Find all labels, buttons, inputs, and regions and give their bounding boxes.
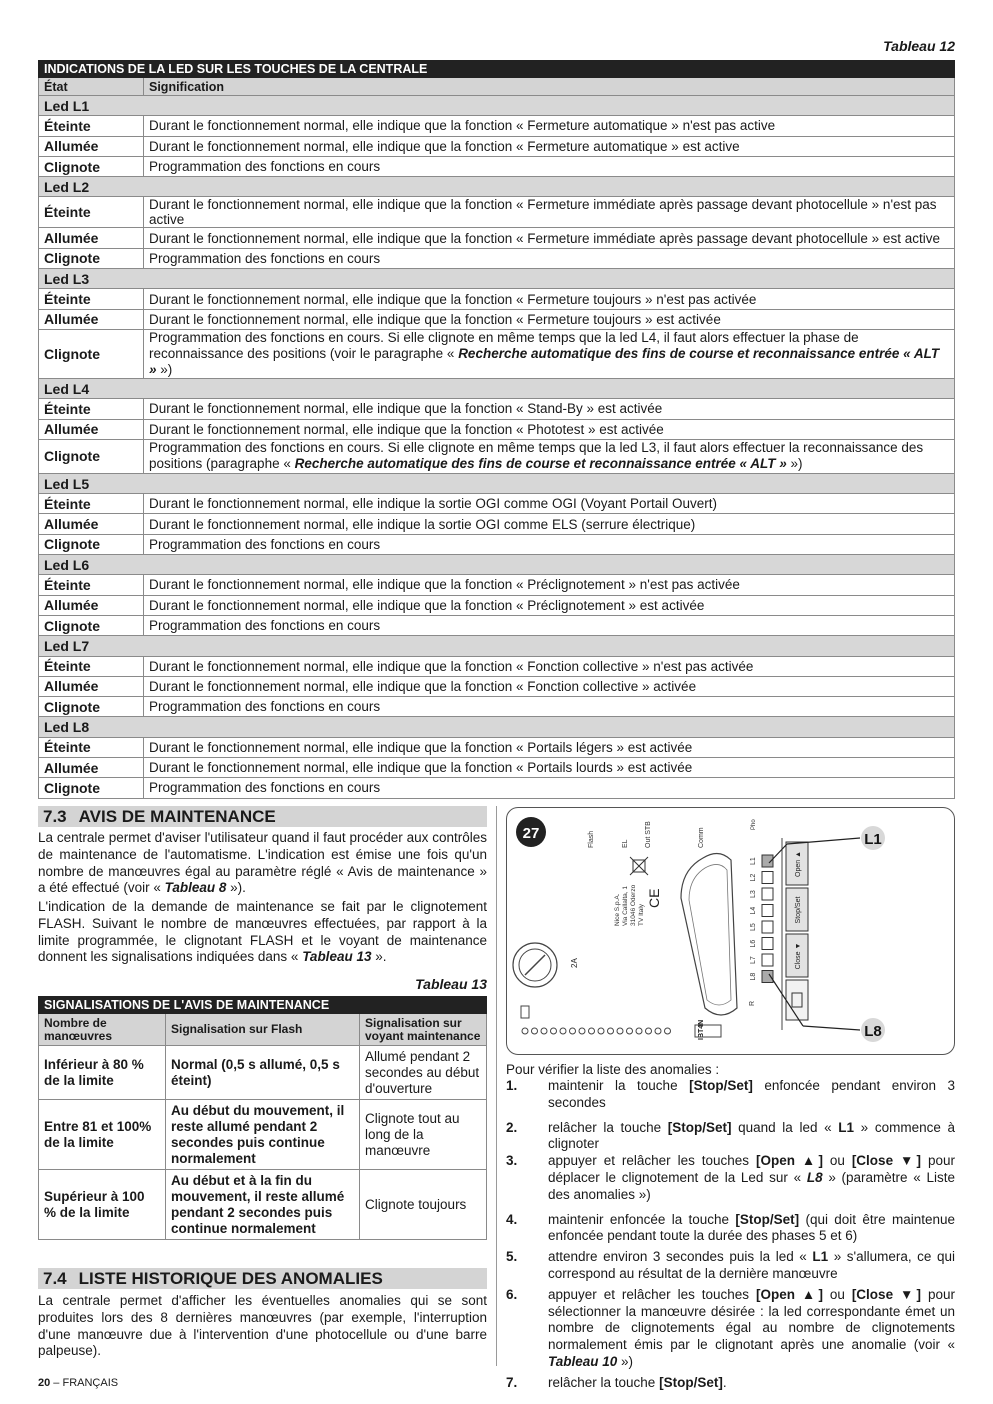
fuse-label: 2A — [570, 958, 579, 968]
meaning-cell: Durant le fonctionnement normal, elle indique que la fonction « Fonction collective » activée — [144, 676, 955, 696]
pin — [636, 1028, 642, 1034]
table-row — [39, 116, 955, 136]
state-cell: Allumée — [39, 514, 144, 534]
table-row — [39, 697, 955, 717]
pin — [655, 1028, 661, 1034]
led-label: Led L3 — [39, 269, 955, 289]
table-row — [39, 534, 955, 554]
table-row — [39, 514, 955, 534]
meaning-cell: Durant le fonctionnement normal, elle indique que la fonction « Portails lourds » est activée — [144, 758, 955, 778]
flash-label: Flash — [588, 830, 595, 848]
state-cell: Clignote — [39, 534, 144, 554]
table-row — [39, 228, 955, 248]
led-label: Led L2 — [39, 177, 955, 197]
state-cell: Éteinte — [39, 399, 144, 419]
model-label: IBT4N — [698, 1019, 705, 1040]
meaning-cell: Programmation des fonctions en cours — [144, 248, 955, 268]
table-row — [39, 329, 955, 378]
list-item: 2. relâcher la touche [Stop/Set] quand la led « L1 » commence à clignoter — [506, 1119, 955, 1152]
led-group-row — [39, 555, 955, 575]
radio-receiver-inner — [689, 864, 731, 1005]
pin — [646, 1028, 652, 1034]
table-row: Entre 81 et 100% de la limite Au début du mouvement, il reste allumé pendant 2 secondes puis continue normalement Clignote tout au long de la manœuvre — [39, 1100, 487, 1170]
table-row — [39, 197, 955, 228]
column-divider — [496, 806, 497, 1366]
led-label: Led L4 — [39, 378, 955, 398]
led-label-l8: L8 — [750, 972, 757, 981]
pin — [608, 1028, 614, 1034]
callout-l8: L8 — [864, 1023, 882, 1040]
state-cell: Clignote — [39, 248, 144, 268]
pin — [560, 1028, 566, 1034]
table13-col-lamp: Signalisation sur voyant maintenance — [360, 1014, 487, 1046]
led-group-row — [39, 378, 955, 398]
led-column — [750, 855, 773, 983]
figure-number: 27 — [522, 825, 540, 842]
meaning-cell: Durant le fonctionnement normal, elle indique que la fonction « Phototest » est activée — [144, 419, 955, 439]
pin — [589, 1028, 595, 1034]
pin — [570, 1028, 576, 1034]
meaning-cell: Programmation des fonctions en cours — [144, 778, 955, 798]
fuse-holder-slot — [525, 955, 545, 975]
led-group-row — [39, 96, 955, 116]
table-row — [39, 419, 955, 439]
r-label: R — [749, 1000, 756, 1006]
state-cell: Allumée — [39, 136, 144, 156]
led-indicator-l4 — [762, 905, 773, 917]
section-heading-maintenance — [38, 806, 487, 827]
list-item: 4. maintenir enfoncée la touche [Stop/Set] (qui doit être maintenue enfoncée pendant toute la durée des phases 5 et 6) — [506, 1211, 955, 1244]
meaning-cell: Durant le fonctionnement normal, elle indique la sortie OGI comme OGI (Voyant Portail Ouvert) — [144, 494, 955, 514]
table-row — [39, 136, 955, 156]
section-number: 7.3 — [43, 807, 67, 826]
section-heading-anomalies — [38, 1268, 487, 1289]
meaning-cell: Durant le fonctionnement normal, elle indique que la fonction « Fermeture immédiate après passage devant photocellule » est active — [144, 228, 955, 248]
meaning-cell: Programmation des fonctions en cours. Si elle clignote en même temps que la led L3, il faut alors effectuer la reconnaissance des positions (paragraphe « Recherche automatique des fins de course et reconnaissance entrée « ALT » ») — [144, 439, 955, 473]
led-label-l7: L7 — [750, 956, 757, 964]
table-row: Supérieur à 100 % de la limite Au début et à la fin du mouvement, il reste allumé pendant 2 secondes puis continue normalement Clignote toujours — [39, 1170, 487, 1240]
table-row — [39, 758, 955, 778]
state-cell: Clignote — [39, 329, 144, 378]
anomalies-paragraph: La centrale permet d'afficher les éventuelles anomalies qui se sont produites lors des 8 dernières manœuvres (par exemple, l'interruption d'une manœuvre due à l'intervention d'une photocellule ou d'une barre palpeuse). — [38, 1293, 487, 1359]
open-button-label: Open ▲ — [795, 851, 802, 877]
table-row — [39, 309, 955, 329]
steps-intro: Pour vérifier la liste des anomalies : — [506, 1062, 720, 1077]
state-cell: Clignote — [39, 778, 144, 798]
maintenance-signals-table — [38, 996, 487, 1240]
radio-button — [786, 980, 808, 1020]
state-cell: Éteinte — [39, 116, 144, 136]
state-cell: Clignote — [39, 697, 144, 717]
table-row — [39, 575, 955, 595]
callout-line-l8b — [803, 1026, 860, 1030]
led-group-row — [39, 473, 955, 493]
el-label: EL — [622, 839, 629, 848]
address-label-3: TV Italy — [638, 903, 645, 926]
state-cell: Allumée — [39, 595, 144, 615]
section-title: AVIS DE MAINTENANCE — [78, 807, 276, 826]
led-label: Led L6 — [39, 555, 955, 575]
callout-l1: L1 — [864, 831, 882, 848]
led-label-l5: L5 — [750, 923, 757, 931]
led-group-row — [39, 177, 955, 197]
pin — [551, 1028, 557, 1034]
state-cell: Allumée — [39, 309, 144, 329]
meaning-cell: Durant le fonctionnement normal, elle indique que la fonction « Fermeture immédiate après passage devant photocellule » n'est pas active — [144, 197, 955, 228]
table-row — [39, 289, 955, 309]
table-row — [39, 494, 955, 514]
meaning-cell: Programmation des fonctions en cours — [144, 534, 955, 554]
led-group-row — [39, 269, 955, 289]
stopset-button-label: Stop/Set — [795, 896, 802, 924]
led-label: Led L7 — [39, 636, 955, 656]
led-indicator-l5 — [762, 921, 773, 933]
col-header-state: État — [39, 78, 144, 96]
table12-title: INDICATIONS DE LA LED SUR LES TOUCHES DE LA CENTRALE — [39, 61, 955, 78]
state-cell: Allumée — [39, 228, 144, 248]
maker-label: Nice S.p.A. — [614, 893, 621, 926]
led-indicator-l7 — [762, 954, 773, 966]
state-cell: Éteinte — [39, 656, 144, 676]
table13-title: SIGNALISATIONS DE L'AVIS DE MAINTENANCE — [39, 997, 487, 1014]
table13-label: Tableau 13 — [415, 976, 487, 992]
meaning-cell: Durant le fonctionnement normal, elle indique que la fonction « Fermeture toujours » n'est pas activée — [144, 289, 955, 309]
table-row — [39, 676, 955, 696]
maintenance-paragraph-1: La centrale permet d'aviser l'utilisateur quand il faut procéder aux contrôles de maintenance de l'automatisme. L'indication est émise une fois qu'un nombre de manœuvres égal au paramètre réglé « Avis de maintenance » a été effectué (voir « Tableau 8 »). — [38, 830, 487, 896]
table-row — [39, 439, 955, 473]
meaning-cell: Durant le fonctionnement normal, elle indique que la fonction « Fermeture automatique » n'est pas active — [144, 116, 955, 136]
weee-bin-icon — [630, 857, 648, 875]
list-item: 6. appuyer et relâcher les touches [Open ▲] ou [Close ▼] pour sélectionner la manœuvre désirée : la led correspondante émet un nombre de clignotements égal au nombre de clignotements normalement émis par le clignotant après une anomalie (voir « Tableau 10 ») — [506, 1286, 955, 1369]
led-label: Led L5 — [39, 473, 955, 493]
pin — [598, 1028, 604, 1034]
table-row: Inférieur à 80 % de la limite Normal (0,5 s allumé, 0,5 s éteint) Allumé pendant 2 secondes au début d'ouverture — [39, 1046, 487, 1100]
state-cell: Allumée — [39, 676, 144, 696]
meaning-cell: Durant le fonctionnement normal, elle indique que la fonction « Préclignotement » est activée — [144, 595, 955, 615]
section-number: 7.4 — [43, 1269, 67, 1288]
state-cell: Clignote — [39, 439, 144, 473]
pin — [579, 1028, 585, 1034]
list-item: 3. appuyer et relâcher les touches [Open ▲] ou [Close ▼] pour déplacer le clignotement de la Led sur « L8 » (paramètre « Liste des anomalies ») — [506, 1153, 956, 1202]
pin — [522, 1028, 528, 1034]
led-indicator-l3 — [762, 888, 773, 900]
state-cell: Clignote — [39, 615, 144, 635]
table13-col-flash: Signalisation sur Flash — [166, 1014, 360, 1046]
meaning-cell: Durant le fonctionnement normal, elle indique que la fonction « Préclignotement » n'est pas activée — [144, 575, 955, 595]
led-label-l2: L2 — [750, 873, 757, 882]
address-label-1: Via Callalta, 1 — [622, 886, 629, 926]
led-label-l4: L4 — [750, 906, 757, 915]
led-label-l1: L1 — [750, 857, 757, 865]
table-row — [39, 248, 955, 268]
list-item: 7. relâcher la touche [Stop/Set]. — [506, 1374, 727, 1390]
connector-left — [521, 1006, 529, 1018]
led-label-l6: L6 — [750, 939, 757, 948]
comm-label: Comm — [698, 827, 705, 848]
state-cell: Éteinte — [39, 737, 144, 757]
led-indicator-l2 — [762, 872, 773, 884]
state-cell: Éteinte — [39, 575, 144, 595]
address-label-2: 31046 Oderzo — [630, 884, 637, 926]
meaning-cell: Durant le fonctionnement normal, elle indique la sortie OGI comme ELS (serrure électrique) — [144, 514, 955, 534]
list-item: 1. maintenir la touche [Stop/Set] enfoncée pendant environ 3 secondes — [506, 1078, 955, 1110]
table-row — [39, 615, 955, 635]
meaning-cell: Programmation des fonctions en cours — [144, 697, 955, 717]
led-indications-table — [38, 60, 955, 799]
meaning-cell: Programmation des fonctions en cours. Si elle clignote en même temps que la led L4, il faut alors effectuer la phase de reconnaissance des positions (voir le paragraphe « Recherche automatique des fins de course et reconnaissance entrée « ALT » ») — [144, 329, 955, 378]
maintenance-paragraph-2: L'indication de la demande de maintenance se fait par le clignotement FLASH. Suivant le nombre de manœuvres effectuées, par rapport à la limite programmée, le clignotant FLASH et le voyant de maintenance donnent les signalisations indiquées dans « Tableau 13 ». — [38, 899, 487, 965]
meaning-cell: Durant le fonctionnement normal, elle indique que la fonction « Portails légers » est activée — [144, 737, 955, 757]
callout-line-l1b — [787, 838, 860, 844]
table13-col-count: Nombre de manœuvres — [39, 1014, 166, 1046]
led-indicator-l6 — [762, 938, 773, 950]
state-cell: Allumée — [39, 419, 144, 439]
page-footer: 20 – FRANÇAIS — [38, 1377, 119, 1389]
close-button-label: Close ▼ — [795, 942, 802, 970]
pin — [541, 1028, 547, 1034]
table-row — [39, 656, 955, 676]
section-title: LISTE HISTORIQUE DES ANOMALIES — [78, 1269, 383, 1288]
meaning-cell: Programmation des fonctions en cours — [144, 156, 955, 176]
meaning-cell: Programmation des fonctions en cours — [144, 615, 955, 635]
meaning-cell: Durant le fonctionnement normal, elle indique que la fonction « Fermeture automatique » est active — [144, 136, 955, 156]
state-cell: Éteinte — [39, 289, 144, 309]
state-cell: Clignote — [39, 156, 144, 176]
table-row — [39, 399, 955, 419]
table-row — [39, 737, 955, 757]
steps-list — [506, 1078, 955, 1392]
out-stb-label: Out STB — [645, 821, 652, 848]
pin — [617, 1028, 623, 1034]
state-cell: Éteinte — [39, 197, 144, 228]
control-board-figure — [506, 807, 955, 1055]
pin-row — [522, 1028, 671, 1034]
led-label: Led L8 — [39, 717, 955, 737]
table-row — [39, 156, 955, 176]
pin — [532, 1028, 538, 1034]
ce-mark: CE — [646, 888, 662, 908]
list-item: 5. attendre environ 3 secondes puis la led « L1 » s'allumera, ce qui correspond au résultat de la dernière manœuvre — [506, 1249, 955, 1281]
table-row — [39, 595, 955, 615]
led-group-row — [39, 636, 955, 656]
table-row — [39, 778, 955, 798]
col-header-meaning: Signification — [144, 78, 955, 96]
pin — [627, 1028, 633, 1034]
meaning-cell: Durant le fonctionnement normal, elle indique que la fonction « Fermeture toujours » est activée — [144, 309, 955, 329]
led-group-row — [39, 717, 955, 737]
meaning-cell: Durant le fonctionnement normal, elle indique que la fonction « Stand-By » est activée — [144, 399, 955, 419]
photo-label: Pho — [751, 819, 757, 830]
state-cell: Allumée — [39, 758, 144, 778]
meaning-cell: Durant le fonctionnement normal, elle indique que la fonction « Fonction collective » n'est pas activée — [144, 656, 955, 676]
led-label-l3: L3 — [750, 890, 757, 898]
led-label: Led L1 — [39, 96, 955, 116]
pin — [665, 1028, 671, 1034]
table12-label: Tableau 12 — [883, 38, 955, 54]
callout-line-l1 — [769, 844, 787, 863]
state-cell: Éteinte — [39, 494, 144, 514]
